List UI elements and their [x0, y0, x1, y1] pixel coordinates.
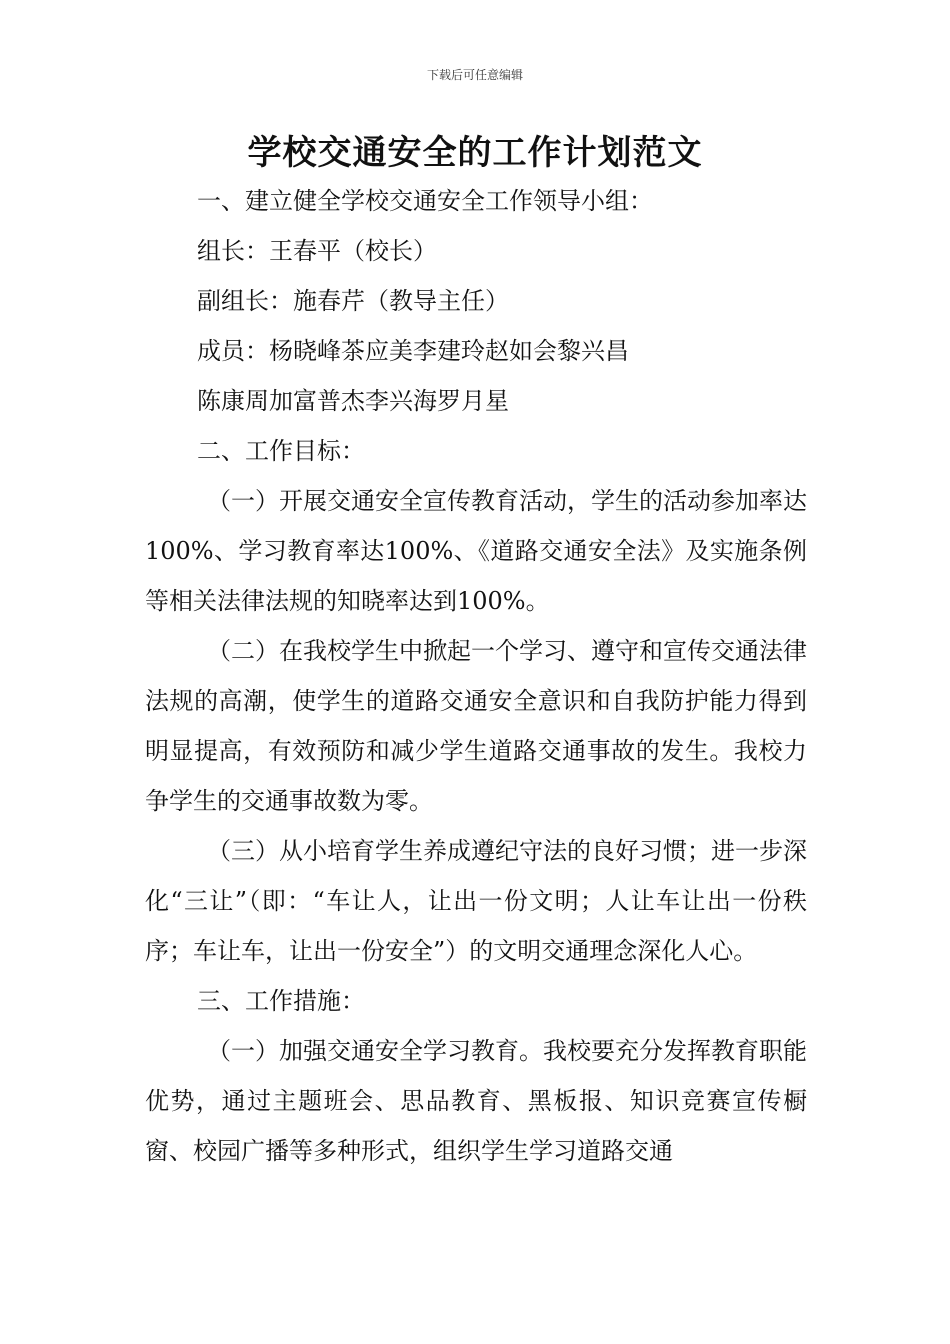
members-line-1: 成员：杨晓峰茶应美李建玲赵如会黎兴昌	[197, 337, 629, 365]
members-line-2: 陈康周加富普杰李兴海罗月星	[197, 387, 509, 415]
header-note: 下载后可任意编辑	[426, 68, 523, 82]
document-title: 学校交通安全的工作计划范文	[247, 133, 703, 173]
leader-line: 组长：王春平（校长）	[197, 237, 437, 265]
measure-paragraph-1: （一）加强交通安全学习教育。我校要充分发挥教育职能优势，通过主题班会、思品教育、黑板报、知识竞赛宣传橱窗、校园广播等多种形式，组织学生学习道路交通	[145, 1037, 807, 1165]
goal-paragraph-2: （二）在我校学生中掀起一个学习、遵守和宣传交通法律法规的高潮，使学生的道路交通安全意识和自我防护能力得到明显提高，有效预防和减少学生道路交通事故的发生。我校力争学生的交通事故数为零。	[145, 637, 807, 815]
section1-heading: 一、建立健全学校交通安全工作领导小组：	[197, 187, 653, 215]
goal-paragraph-3: （三）从小培育学生养成遵纪守法的良好习惯；进一步深化“三让”（即：“车让人，让出一份文明；人让车让出一份秩序；车让车，让出一份安全”）的文明交通理念深化人心。	[145, 837, 807, 965]
section3-heading: 三、工作措施：	[197, 987, 365, 1015]
vice-leader-line: 副组长：施春芹（教导主任）	[197, 287, 509, 315]
goal-paragraph-1: （一）开展交通安全宣传教育活动，学生的活动参加率达100%、学习教育率达100%、《道路交通安全法》及实施条例等相关法律法规的知晓率达到100%。	[145, 487, 807, 615]
document-body	[145, 176, 807, 1176]
section2-heading: 二、工作目标：	[197, 437, 365, 465]
